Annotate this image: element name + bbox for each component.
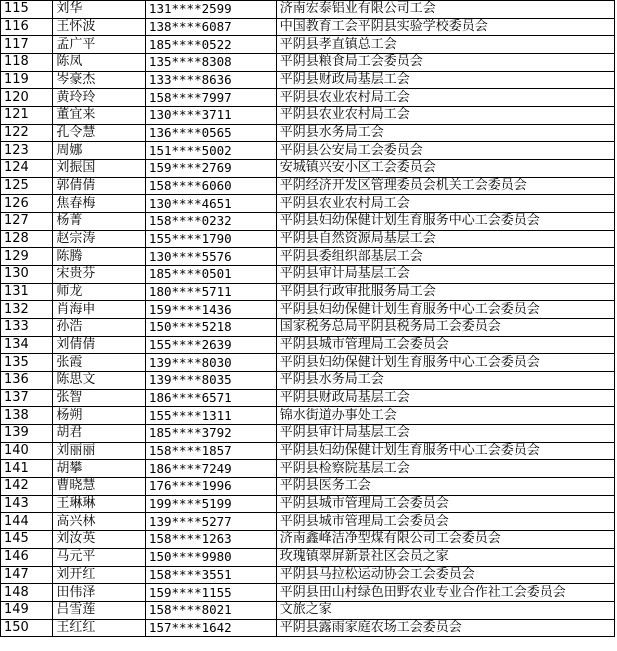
phone-cell: 158****6060: [145, 177, 276, 195]
organization-cell: 中国教育工会平阴县实验学校委员会: [276, 18, 614, 36]
row-number-cell: 141: [1, 460, 53, 478]
row-number-cell: 127: [1, 213, 53, 231]
row-number-cell: 120: [1, 89, 53, 107]
name-cell: 田伟泽: [53, 584, 146, 602]
organization-cell: 济南宏泰铝业有限公司工会: [276, 1, 614, 19]
name-cell: 董宜来: [53, 107, 146, 125]
row-number-cell: 149: [1, 601, 53, 619]
row-number-cell: 130: [1, 266, 53, 284]
organization-cell: 平阴县田山村绿色田野农业专业合作社工会委员会: [276, 584, 614, 602]
table-row: [1, 195, 615, 213]
table-body: [1, 1, 615, 637]
row-number-cell: 143: [1, 495, 53, 513]
row-number-cell: 129: [1, 248, 53, 266]
name-cell: 肖海申: [53, 301, 146, 319]
phone-cell: 135****8308: [145, 54, 276, 72]
phone-cell: 130****3711: [145, 107, 276, 125]
table-row: [1, 566, 615, 584]
table-row: [1, 266, 615, 284]
organization-cell: 平阴县马拉松运动协会工会委员会: [276, 566, 614, 584]
phone-cell: 151****5002: [145, 142, 276, 160]
phone-cell: 130****5576: [145, 248, 276, 266]
organization-cell: 锦水街道办事处工会: [276, 407, 614, 425]
phone-cell: 139****5277: [145, 513, 276, 531]
phone-cell: 185****0522: [145, 36, 276, 54]
row-number-cell: 126: [1, 195, 53, 213]
table-row: [1, 301, 615, 319]
name-cell: 岑豪杰: [53, 71, 146, 89]
row-number-cell: 124: [1, 160, 53, 178]
organization-cell: 平阴县水务局工会: [276, 124, 614, 142]
phone-cell: 158****1263: [145, 531, 276, 549]
phone-cell: 186****6571: [145, 389, 276, 407]
organization-cell: 平阴县妇幼保健计划生育服务中心工会委员会: [276, 213, 614, 231]
phone-cell: 159****2769: [145, 160, 276, 178]
name-cell: 刘丽丽: [53, 442, 146, 460]
organization-cell: 平阴县露雨家庭农场工会委员会: [276, 619, 614, 637]
table-row: [1, 354, 615, 372]
name-cell: 黄玲玲: [53, 89, 146, 107]
organization-cell: 平阴县粮食局工会委员会: [276, 54, 614, 72]
organization-cell: 平阴经济开发区管理委员会机关工会委员会: [276, 177, 614, 195]
table-row: [1, 513, 615, 531]
row-number-cell: 128: [1, 230, 53, 248]
row-number-cell: 116: [1, 18, 53, 36]
table-row: [1, 336, 615, 354]
organization-cell: 平阴县妇幼保健计划生育服务中心工会委员会: [276, 354, 614, 372]
table-row: [1, 230, 615, 248]
row-number-cell: 147: [1, 566, 53, 584]
phone-cell: 159****1155: [145, 584, 276, 602]
phone-cell: 155****1311: [145, 407, 276, 425]
table-row: [1, 442, 615, 460]
organization-cell: 平阴县城市管理局工会委员会: [276, 513, 614, 531]
organization-cell: 平阴县妇幼保健计划生育服务中心工会委员会: [276, 442, 614, 460]
name-cell: 胡君: [53, 425, 146, 443]
organization-cell: 平阴县妇幼保健计划生育服务中心工会委员会: [276, 301, 614, 319]
organization-cell: 平阴县农业农村局工会: [276, 89, 614, 107]
table-row: [1, 601, 615, 619]
organization-cell: 平阴县农业农村局工会: [276, 107, 614, 125]
table-row: [1, 319, 615, 337]
table-row: [1, 283, 615, 301]
table-row: [1, 89, 615, 107]
phone-cell: 158****3551: [145, 566, 276, 584]
organization-cell: 平阴县农业农村局工会: [276, 195, 614, 213]
organization-cell: 平阴县检察院基层工会: [276, 460, 614, 478]
organization-cell: 平阴县城市管理局工会委员会: [276, 495, 614, 513]
name-cell: 陈腾: [53, 248, 146, 266]
row-number-cell: 139: [1, 425, 53, 443]
name-cell: 王怀波: [53, 18, 146, 36]
phone-cell: 158****1857: [145, 442, 276, 460]
name-cell: 刘汝英: [53, 531, 146, 549]
name-cell: 孙浩: [53, 319, 146, 337]
phone-cell: 180****5711: [145, 283, 276, 301]
phone-cell: 185****0501: [145, 266, 276, 284]
row-number-cell: 122: [1, 124, 53, 142]
phone-cell: 158****7997: [145, 89, 276, 107]
phone-cell: 185****3792: [145, 425, 276, 443]
phone-cell: 138****6087: [145, 18, 276, 36]
table-row: [1, 160, 615, 178]
row-number-cell: 136: [1, 372, 53, 390]
name-cell: 刘振国: [53, 160, 146, 178]
organization-cell: 平阴县财政局基层工会: [276, 389, 614, 407]
row-number-cell: 131: [1, 283, 53, 301]
name-cell: 赵宗涛: [53, 230, 146, 248]
organization-cell: 平阴县医务工会: [276, 478, 614, 496]
name-cell: 师龙: [53, 283, 146, 301]
row-number-cell: 134: [1, 336, 53, 354]
name-cell: 周娜: [53, 142, 146, 160]
organization-cell: 平阴县水务局工会: [276, 372, 614, 390]
table-row: [1, 425, 615, 443]
table-row: [1, 531, 615, 549]
organization-cell: 平阴县审计局基层工会: [276, 425, 614, 443]
organization-cell: 平阴县财政局基层工会: [276, 71, 614, 89]
name-cell: 刘倩倩: [53, 336, 146, 354]
row-number-cell: 144: [1, 513, 53, 531]
name-cell: 高兴林: [53, 513, 146, 531]
table-row: [1, 124, 615, 142]
table-row: [1, 142, 615, 160]
name-cell: 孔令慧: [53, 124, 146, 142]
name-cell: 刘开红: [53, 566, 146, 584]
phone-cell: 150****5218: [145, 319, 276, 337]
phone-cell: 136****0565: [145, 124, 276, 142]
row-number-cell: 140: [1, 442, 53, 460]
row-number-cell: 142: [1, 478, 53, 496]
table-row: [1, 213, 615, 231]
row-number-cell: 135: [1, 354, 53, 372]
name-cell: 郭倩倩: [53, 177, 146, 195]
row-number-cell: 117: [1, 36, 53, 54]
organization-cell: 平阴县城市管理局工会委员会: [276, 336, 614, 354]
row-number-cell: 119: [1, 71, 53, 89]
table-row: [1, 495, 615, 513]
phone-cell: 150****9980: [145, 548, 276, 566]
name-cell: 张智: [53, 389, 146, 407]
row-number-cell: 125: [1, 177, 53, 195]
name-cell: 焦春梅: [53, 195, 146, 213]
phone-cell: 133****8636: [145, 71, 276, 89]
row-number-cell: 145: [1, 531, 53, 549]
organization-cell: 安城镇兴安小区工会委员会: [276, 160, 614, 178]
table-row: [1, 619, 615, 637]
table-row: [1, 36, 615, 54]
table-row: [1, 478, 615, 496]
organization-cell: 平阴县孝直镇总工会: [276, 36, 614, 54]
row-number-cell: 148: [1, 584, 53, 602]
row-number-cell: 132: [1, 301, 53, 319]
name-cell: 陈凤: [53, 54, 146, 72]
table-row: [1, 548, 615, 566]
name-cell: 王红红: [53, 619, 146, 637]
organization-cell: 平阴县公安局工会委员会: [276, 142, 614, 160]
phone-cell: 157****1642: [145, 619, 276, 637]
phone-cell: 131****2599: [145, 1, 276, 19]
name-cell: 曹晓慧: [53, 478, 146, 496]
row-number-cell: 150: [1, 619, 53, 637]
phone-cell: 158****8021: [145, 601, 276, 619]
row-number-cell: 121: [1, 107, 53, 125]
phone-cell: 199****5199: [145, 495, 276, 513]
table-row: [1, 177, 615, 195]
phone-cell: 159****1436: [145, 301, 276, 319]
organization-cell: 平阴县行政审批服务局工会: [276, 283, 614, 301]
table-row: [1, 389, 615, 407]
phone-cell: 139****8035: [145, 372, 276, 390]
table-row: [1, 18, 615, 36]
table-row: [1, 407, 615, 425]
name-cell: 宋贵芬: [53, 266, 146, 284]
name-cell: 张霞: [53, 354, 146, 372]
phone-cell: 139****8030: [145, 354, 276, 372]
organization-cell: 平阴县审计局基层工会: [276, 266, 614, 284]
name-cell: 吕雪莲: [53, 601, 146, 619]
table-row: [1, 107, 615, 125]
organization-cell: 文旅之家: [276, 601, 614, 619]
phone-cell: 158****0232: [145, 213, 276, 231]
name-cell: 胡攀: [53, 460, 146, 478]
organization-cell: 平阴县自然资源局基层工会: [276, 230, 614, 248]
phone-cell: 155****2639: [145, 336, 276, 354]
row-number-cell: 138: [1, 407, 53, 425]
table-row: [1, 71, 615, 89]
table-row: [1, 1, 615, 19]
name-cell: 陈思文: [53, 372, 146, 390]
name-cell: 马元平: [53, 548, 146, 566]
phone-cell: 186****7249: [145, 460, 276, 478]
row-number-cell: 137: [1, 389, 53, 407]
name-cell: 孟广平: [53, 36, 146, 54]
organization-cell: 玫瑰镇翠屏新景社区会员之家: [276, 548, 614, 566]
name-cell: 杨菁: [53, 213, 146, 231]
organization-cell: 国家税务总局平阴县税务局工会委员会: [276, 319, 614, 337]
table-row: [1, 372, 615, 390]
phone-cell: 176****1996: [145, 478, 276, 496]
row-number-cell: 146: [1, 548, 53, 566]
name-cell: 刘华: [53, 1, 146, 19]
name-cell: 王琳琳: [53, 495, 146, 513]
organization-cell: 平阴县委组织部基层工会: [276, 248, 614, 266]
table-row: [1, 460, 615, 478]
table-row: [1, 584, 615, 602]
phone-cell: 155****1790: [145, 230, 276, 248]
table-row: [1, 248, 615, 266]
organization-cell: 济南鑫峰洁净型煤有限公司工会委员会: [276, 531, 614, 549]
table-row: [1, 54, 615, 72]
phone-cell: 130****4651: [145, 195, 276, 213]
name-cell: 杨朔: [53, 407, 146, 425]
row-number-cell: 118: [1, 54, 53, 72]
row-number-cell: 115: [1, 1, 53, 19]
row-number-cell: 133: [1, 319, 53, 337]
row-number-cell: 123: [1, 142, 53, 160]
